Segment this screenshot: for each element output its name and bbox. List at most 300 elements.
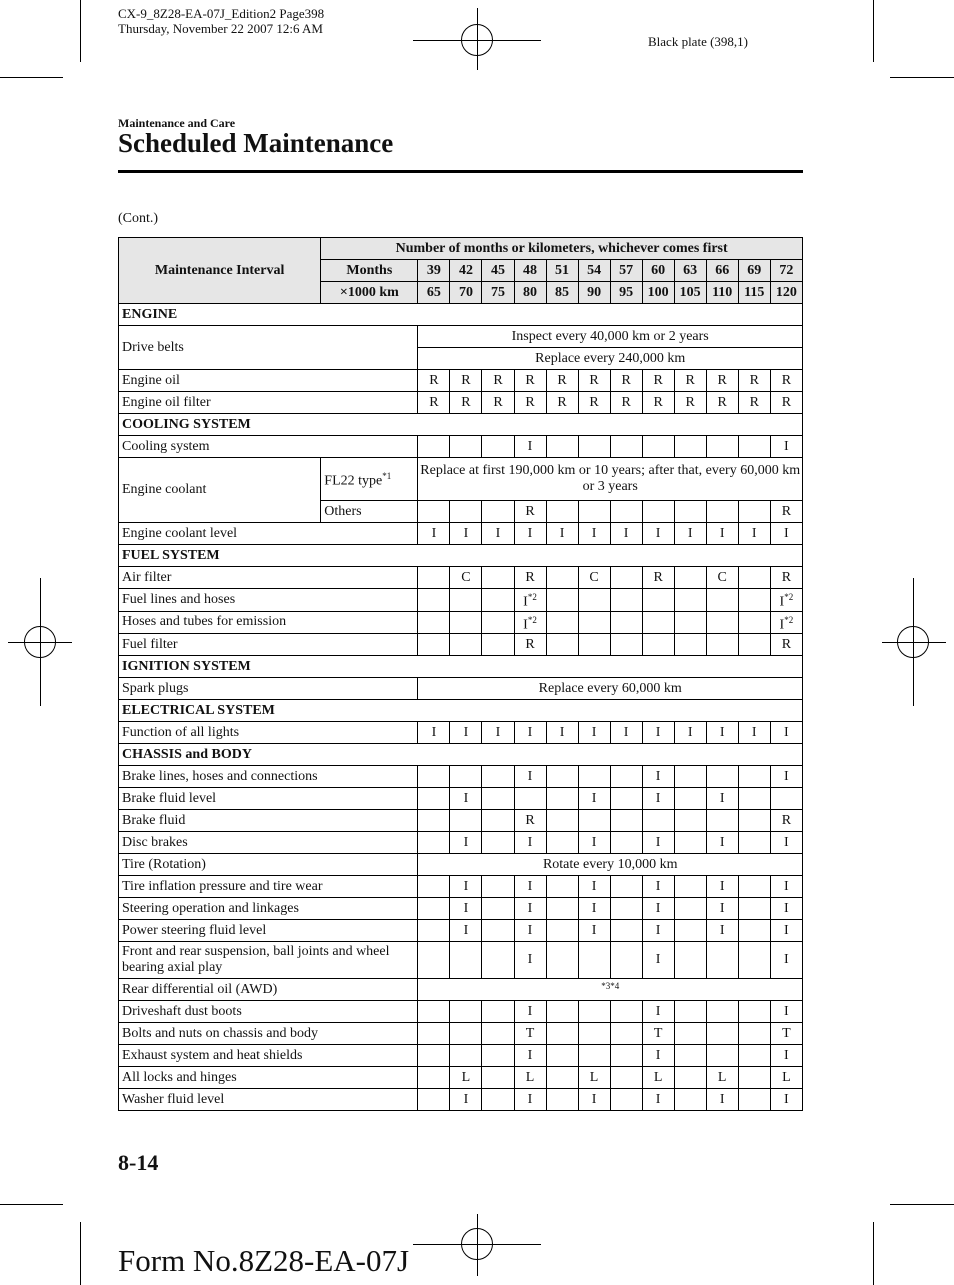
interval-cell: I (610, 523, 642, 545)
interval-cell: I (642, 920, 674, 942)
interval-cell: R (738, 370, 770, 392)
interval-cell (770, 788, 802, 810)
interval-cell: R (514, 810, 546, 832)
interval-cell (546, 788, 578, 810)
interval-cell (514, 611, 546, 634)
interval-cell (546, 501, 578, 523)
spark-plugs-note: Replace every 60,000 km (418, 678, 803, 700)
row-label-tire-rotation: Tire (Rotation) (119, 854, 418, 876)
interval-cell (738, 920, 770, 942)
interval-cell: C (578, 567, 610, 589)
file-header-line2: Thursday, November 22 2007 12:6 AM (118, 21, 323, 36)
interval-value: I (523, 617, 528, 633)
interval-cell: I (706, 1089, 738, 1111)
interval-cell: I (450, 920, 482, 942)
interval-cell (482, 436, 514, 458)
interval-cell: I (546, 722, 578, 744)
interval-cell (738, 501, 770, 523)
interval-cell: R (578, 392, 610, 414)
interval-cell (546, 810, 578, 832)
month-cell: 48 (514, 260, 546, 282)
interval-cell (546, 634, 578, 656)
interval-cell (706, 942, 738, 979)
rear-diff-note (418, 979, 803, 1001)
interval-cell: T (642, 1023, 674, 1045)
interval-cell (610, 1023, 642, 1045)
maintenance-table (118, 237, 803, 1111)
interval-cell (738, 766, 770, 788)
table-row (119, 766, 803, 788)
interval-cell (514, 589, 546, 612)
interval-cell (546, 920, 578, 942)
interval-cell: I (770, 1045, 802, 1067)
form-number: Form No.8Z28-EA-07J (118, 1243, 410, 1278)
table-row (119, 370, 803, 392)
interval-cell (418, 1023, 450, 1045)
section-chassis: CHASSIS and BODY (119, 744, 803, 766)
interval-cell: R (514, 501, 546, 523)
interval-cell: R (642, 370, 674, 392)
interval-cell: I (578, 1089, 610, 1111)
interval-cell: I (642, 788, 674, 810)
table-row (119, 611, 803, 634)
interval-cell (674, 788, 706, 810)
row-label: Tire inflation pressure and tire wear (119, 876, 418, 898)
interval-cell: I (578, 788, 610, 810)
interval-cell: I (738, 722, 770, 744)
interval-cell (706, 634, 738, 656)
interval-cell (546, 589, 578, 612)
interval-cell (578, 501, 610, 523)
km-cell: 90 (578, 282, 610, 304)
interval-footnote: *2 (784, 592, 794, 602)
interval-cell: I (642, 766, 674, 788)
row-label: Brake fluid level (119, 788, 418, 810)
interval-cell: I (578, 898, 610, 920)
interval-cell: I (706, 876, 738, 898)
interval-cell: I (418, 722, 450, 744)
interval-cell (418, 436, 450, 458)
interval-cell (706, 1045, 738, 1067)
interval-cell (738, 567, 770, 589)
interval-cell (418, 920, 450, 942)
interval-cell (418, 832, 450, 854)
interval-cell (578, 634, 610, 656)
interval-cell (610, 788, 642, 810)
interval-cell (450, 766, 482, 788)
interval-cell: R (450, 392, 482, 414)
month-cell: 69 (738, 260, 770, 282)
interval-cell (738, 634, 770, 656)
interval-cell: R (578, 370, 610, 392)
interval-cell: I (514, 1001, 546, 1023)
row-label-engine-coolant: Engine coolant (119, 458, 321, 523)
km-cell: 65 (418, 282, 450, 304)
interval-cell: R (610, 392, 642, 414)
page-title: Scheduled Maintenance (118, 128, 394, 158)
interval-cell (610, 589, 642, 612)
interval-cell: I (546, 523, 578, 545)
table-row (119, 1001, 803, 1023)
interval-cell: I (450, 523, 482, 545)
interval-cell (418, 1067, 450, 1089)
interval-cell: L (706, 1067, 738, 1089)
interval-cell (706, 589, 738, 612)
interval-cell: I (642, 942, 674, 979)
interval-cell (482, 920, 514, 942)
month-cell: 66 (706, 260, 738, 282)
cont-label: (Cont.) (118, 211, 159, 226)
row-label: Brake fluid (119, 810, 418, 832)
interval-cell: I (642, 523, 674, 545)
interval-cell (674, 436, 706, 458)
interval-cell (482, 1045, 514, 1067)
interval-cell (578, 1001, 610, 1023)
interval-cell (482, 1089, 514, 1111)
section-fuel: FUEL SYSTEM (119, 545, 803, 567)
interval-cell (450, 1023, 482, 1045)
interval-footnote: *2 (527, 592, 537, 602)
interval-cell (418, 898, 450, 920)
interval-cell (482, 634, 514, 656)
interval-cell (674, 810, 706, 832)
interval-cell (546, 611, 578, 634)
interval-cell: R (770, 810, 802, 832)
interval-cell (482, 589, 514, 612)
interval-cell: I (514, 766, 546, 788)
interval-cell: R (674, 392, 706, 414)
interval-cell (610, 1089, 642, 1111)
section-ignition: IGNITION SYSTEM (119, 656, 803, 678)
interval-cell: R (514, 567, 546, 589)
month-cell: 42 (450, 260, 482, 282)
interval-cell (674, 832, 706, 854)
interval-cell (482, 1023, 514, 1045)
interval-cell (706, 501, 738, 523)
row-label: Air filter (119, 567, 418, 589)
interval-cell (706, 810, 738, 832)
interval-cell (674, 611, 706, 634)
interval-cell: I (578, 523, 610, 545)
table-row (119, 722, 803, 744)
interval-cell: I (578, 920, 610, 942)
interval-cell (674, 920, 706, 942)
interval-cell (610, 634, 642, 656)
interval-cell (546, 1089, 578, 1111)
interval-cell: R (482, 370, 514, 392)
table-row (119, 832, 803, 854)
interval-cell (674, 898, 706, 920)
interval-cell: I (706, 898, 738, 920)
interval-cell (418, 788, 450, 810)
km-cell: 100 (642, 282, 674, 304)
interval-cell (610, 876, 642, 898)
interval-cell: I (514, 942, 546, 979)
interval-value: I (779, 617, 785, 633)
interval-cell (738, 788, 770, 810)
km-cell: 115 (738, 282, 770, 304)
row-label: Brake lines, hoses and connections (119, 766, 418, 788)
row-label: Function of all lights (119, 722, 418, 744)
interval-cell (642, 436, 674, 458)
interval-cell: I (770, 722, 802, 744)
interval-cell (738, 876, 770, 898)
interval-cell (546, 766, 578, 788)
interval-cell: R (482, 392, 514, 414)
interval-cell: L (578, 1067, 610, 1089)
interval-cell: I (642, 876, 674, 898)
interval-cell: I (706, 920, 738, 942)
interval-cell: I (578, 722, 610, 744)
interval-cell: I (770, 898, 802, 920)
fl22-type-text: FL22 type (324, 473, 383, 489)
interval-cell: L (450, 1067, 482, 1089)
km-cell: 80 (514, 282, 546, 304)
interval-cell: I (514, 898, 546, 920)
interval-cell: I (514, 876, 546, 898)
interval-cell (642, 501, 674, 523)
interval-cell: I (578, 876, 610, 898)
km-cell: 75 (482, 282, 514, 304)
interval-cell (578, 589, 610, 612)
interval-cell: I (706, 722, 738, 744)
interval-cell (546, 567, 578, 589)
row-label: Washer fluid level (119, 1089, 418, 1111)
interval-cell (738, 898, 770, 920)
interval-cell: I (450, 722, 482, 744)
interval-cell (418, 810, 450, 832)
drive-belts-replace: Replace every 240,000 km (418, 348, 803, 370)
interval-cell (610, 766, 642, 788)
fl22-type-label (321, 458, 418, 501)
month-cell: 39 (418, 260, 450, 282)
interval-cell: I (514, 1089, 546, 1111)
interval-cell (450, 589, 482, 612)
interval-cell (418, 766, 450, 788)
interval-value: I (523, 594, 528, 610)
interval-cell (578, 942, 610, 979)
interval-cell: I (642, 1089, 674, 1111)
row-label: Driveshaft dust boots (119, 1001, 418, 1023)
interval-cell (578, 766, 610, 788)
interval-cell: R (418, 392, 450, 414)
interval-cell: I (674, 722, 706, 744)
table-row (119, 920, 803, 942)
section-label: Maintenance and Care (118, 116, 236, 130)
month-cell: 45 (482, 260, 514, 282)
table-row (119, 589, 803, 612)
interval-cell: I (418, 523, 450, 545)
interval-cell (418, 589, 450, 612)
month-cell: 57 (610, 260, 642, 282)
interval-cell (546, 832, 578, 854)
interval-cell: R (514, 370, 546, 392)
interval-cell: I (706, 832, 738, 854)
plate-label: Black plate (398,1) (648, 34, 748, 49)
interval-cell (546, 898, 578, 920)
interval-cell (610, 501, 642, 523)
interval-cell (546, 1001, 578, 1023)
row-label: Bolts and nuts on chassis and body (119, 1023, 418, 1045)
months-label: Months (321, 260, 418, 282)
interval-cell (482, 898, 514, 920)
interval-cell (418, 1089, 450, 1111)
table-row (119, 392, 803, 414)
interval-cell (738, 436, 770, 458)
interval-cell (546, 1045, 578, 1067)
interval-cell (610, 810, 642, 832)
interval-cell (674, 634, 706, 656)
interval-cell: I (706, 523, 738, 545)
interval-cell (674, 589, 706, 612)
span-header: Number of months or kilometers, whichever comes first (321, 238, 803, 260)
table-row (119, 876, 803, 898)
interval-cell (610, 611, 642, 634)
interval-cell (610, 436, 642, 458)
interval-cell: I (770, 766, 802, 788)
interval-cell: R (770, 634, 802, 656)
interval-cell: I (610, 722, 642, 744)
table-row (119, 523, 803, 545)
tire-rotation-note: Rotate every 10,000 km (418, 854, 803, 876)
interval-cell (674, 501, 706, 523)
interval-cell: I (514, 832, 546, 854)
interval-cell (642, 810, 674, 832)
month-cell: 51 (546, 260, 578, 282)
interval-cell (578, 1045, 610, 1067)
interval-cell: I (514, 920, 546, 942)
interval-cell (642, 611, 674, 634)
row-label-rear-diff: Rear differential oil (AWD) (119, 979, 418, 1001)
interval-cell (738, 1089, 770, 1111)
km-cell: 85 (546, 282, 578, 304)
interval-cell (514, 788, 546, 810)
km-cell: 120 (770, 282, 802, 304)
table-row (119, 1089, 803, 1111)
interval-cell (738, 1067, 770, 1089)
interval-cell (738, 1023, 770, 1045)
interval-cell (450, 611, 482, 634)
interval-cell (674, 567, 706, 589)
interval-cell (674, 1067, 706, 1089)
interval-cell: T (770, 1023, 802, 1045)
interval-cell: R (674, 370, 706, 392)
interval-cell: R (642, 392, 674, 414)
interval-footnote: *2 (784, 614, 794, 625)
interval-cell (610, 832, 642, 854)
interval-cell (738, 589, 770, 612)
fl22-note: Replace at first 190,000 km or 10 years; after that, every 60,000 km or 3 years (418, 458, 803, 501)
interval-cell (770, 589, 802, 612)
interval-cell: I (450, 876, 482, 898)
interval-cell: R (610, 370, 642, 392)
row-label: Power steering fluid level (119, 920, 418, 942)
row-label: Hoses and tubes for emission (119, 611, 418, 634)
interval-cell (546, 1023, 578, 1045)
interval-cell (418, 634, 450, 656)
interval-cell (642, 589, 674, 612)
month-cell: 72 (770, 260, 802, 282)
interval-cell: R (706, 392, 738, 414)
table-row (119, 788, 803, 810)
interval-cell: I (770, 920, 802, 942)
interval-cell (706, 1001, 738, 1023)
interval-cell (578, 436, 610, 458)
interval-cell (482, 1001, 514, 1023)
interval-cell (418, 501, 450, 523)
km-cell: 70 (450, 282, 482, 304)
month-cell: 60 (642, 260, 674, 282)
interval-cell (482, 766, 514, 788)
interval-cell: I (450, 832, 482, 854)
drive-belts-inspect: Inspect every 40,000 km or 2 years (418, 326, 803, 348)
interval-cell: R (706, 370, 738, 392)
interval-cell (674, 1001, 706, 1023)
interval-cell (610, 942, 642, 979)
table-row (119, 1045, 803, 1067)
interval-cell: R (450, 370, 482, 392)
row-label: Engine coolant level (119, 523, 418, 545)
table-row (119, 942, 803, 979)
interval-cell: I (674, 523, 706, 545)
interval-cell: I (770, 1001, 802, 1023)
interval-cell: I (770, 436, 802, 458)
file-header-line1: CX-9_8Z28-EA-07J_Edition2 Page398 (118, 6, 325, 21)
section-engine: ENGINE (119, 304, 803, 326)
row-label: Engine oil filter (119, 392, 418, 414)
interval-footnote: *2 (527, 614, 537, 625)
interval-cell (482, 832, 514, 854)
interval-cell: I (642, 722, 674, 744)
interval-cell (610, 567, 642, 589)
row-label: Front and rear suspension, ball joints and wheel bearing axial play (119, 942, 418, 979)
interval-cell (738, 1001, 770, 1023)
row-label: Exhaust system and heat shields (119, 1045, 418, 1067)
interval-cell (578, 1023, 610, 1045)
interval-cell: I (642, 1001, 674, 1023)
interval-cell (482, 611, 514, 634)
rear-diff-footnote: *3*4 (601, 980, 620, 991)
interval-cell: I (482, 722, 514, 744)
interval-cell: C (450, 567, 482, 589)
others-label: Others (321, 501, 418, 523)
interval-cell (610, 1067, 642, 1089)
interval-cell (674, 876, 706, 898)
interval-cell (642, 634, 674, 656)
interval-cell (706, 611, 738, 634)
interval-cell: I (450, 898, 482, 920)
row-label-drive-belts: Drive belts (119, 326, 418, 370)
interval-cell: R (738, 392, 770, 414)
interval-cell: R (770, 370, 802, 392)
table-row (119, 810, 803, 832)
interval-cell (418, 611, 450, 634)
interval-cell: I (450, 788, 482, 810)
table-row (119, 1067, 803, 1089)
interval-cell (610, 1001, 642, 1023)
fl22-footnote: *1 (382, 471, 392, 482)
table-row (119, 436, 803, 458)
table-row (119, 1023, 803, 1045)
interval-cell (450, 634, 482, 656)
interval-cell (482, 501, 514, 523)
table-row (119, 634, 803, 656)
interval-cell: I (482, 523, 514, 545)
interval-cell: R (642, 567, 674, 589)
interval-cell: I (738, 523, 770, 545)
interval-cell: I (578, 832, 610, 854)
km-cell: 95 (610, 282, 642, 304)
